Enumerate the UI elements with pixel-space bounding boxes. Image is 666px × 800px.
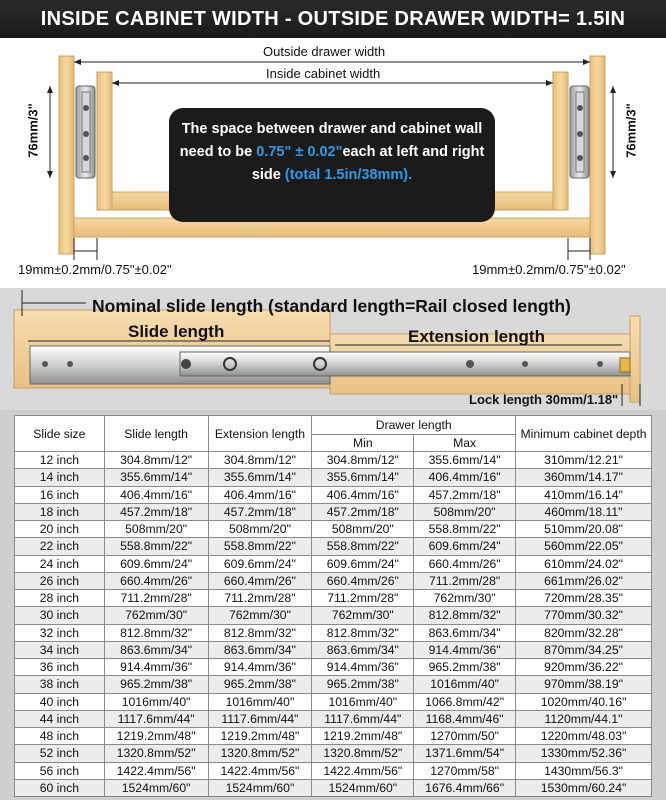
slide-length-cell: 660.4mm/26" [104,572,208,589]
extension-length-cell: 1219.2mm/48" [208,728,312,745]
page-title: INSIDE CABINET WIDTH - OUTSIDE DRAWER WIDTH= 1.5IN [0,0,666,38]
slide-length-cell: 558.8mm/22" [104,538,208,555]
slide-rail-left [76,86,95,178]
drawer-max-cell: 711.2mm/28" [414,572,516,589]
slide-size-cell: 18 inch [15,503,105,520]
drawer-max-cell: 609.6mm/24" [414,538,516,555]
table-row [15,538,652,555]
cabinet-depth-cell: 1220mm/48.03" [516,728,652,745]
cabinet-depth-cell: 1330mm/52.36" [516,745,652,762]
extension-length-label: Extension length [408,327,545,346]
slide-rail-right [570,86,589,178]
drawer-min-cell: 965.2mm/38" [312,676,414,693]
cabinet-depth-cell: 410mm/16.14" [516,486,652,503]
drawer-max-cell: 1168.4mm/46" [414,710,516,727]
cabinet-depth-cell: 870mm/34.25" [516,641,652,658]
extension-length-cell: 660.4mm/26" [208,572,312,589]
table-row [15,572,652,589]
extension-length-cell: 304.8mm/12" [208,452,312,469]
slide-length-cell: 1422.4mm/56" [104,762,208,779]
extension-length-cell: 457.2mm/18" [208,503,312,520]
extension-length-cell: 965.2mm/38" [208,676,312,693]
drawer-max-cell: 762mm/30" [414,590,516,607]
slide-length-cell: 1320.8mm/52" [104,745,208,762]
table-row [15,486,652,503]
slide-length-cell: 1219.2mm/48" [104,728,208,745]
cabinet-depth-cell: 1430mm/56.3" [516,762,652,779]
drawer-side-right [553,72,568,210]
slide-rail-inner [180,352,630,376]
drawer-min-cell: 711.2mm/28" [312,590,414,607]
slide-size-cell: 20 inch [15,521,105,538]
extension-length-cell: 812.8mm/32" [208,624,312,641]
slide-size-cell: 32 inch [15,624,105,641]
drawer-max-cell: 558.8mm/22" [414,521,516,538]
drawer-min-cell: 1219.2mm/48" [312,728,414,745]
slide-size-cell: 30 inch [15,607,105,624]
spec-table-container [0,410,666,800]
drawer-side-left [97,72,112,210]
table-row [15,503,652,520]
drawer-min-cell: 762mm/30" [312,607,414,624]
header-extension-length: Extension length [208,416,312,452]
spec-table [14,415,652,797]
slide-size-cell: 14 inch [15,469,105,486]
cabinet-depth-cell: 310mm/12.21" [516,452,652,469]
slide-size-cell: 56 inch [15,762,105,779]
extension-length-cell: 1524mm/60" [208,779,312,796]
cabinet-depth-cell: 1020mm/40.16" [516,693,652,710]
slide-size-cell: 60 inch [15,779,105,796]
extension-length-cell: 1016mm/40" [208,693,312,710]
gap-arrow-left [74,238,97,260]
nominal-length-label: Nominal slide length (standard length=Rail closed length) [92,296,571,316]
extension-length-cell: 1320.8mm/52" [208,745,312,762]
extension-length-cell: 609.6mm/24" [208,555,312,572]
spec-table-body [15,452,652,797]
drawer-max-cell: 1371.6mm/54" [414,745,516,762]
table-row [15,676,652,693]
slide-size-cell: 48 inch [15,728,105,745]
slide-length-cell: 762mm/30" [104,607,208,624]
slide-size-cell: 44 inch [15,710,105,727]
header-min-cabinet-depth: Minimum cabinet depth [516,416,652,452]
header-drawer-max: Max [414,434,516,452]
drawer-min-cell: 1320.8mm/52" [312,745,414,762]
table-row [15,469,652,486]
cabinet-depth-cell: 560mm/22.05" [516,538,652,555]
slide-length-cell: 1016mm/40" [104,693,208,710]
table-row [15,641,652,658]
height-arrow-left [47,86,53,178]
drawer-max-cell: 965.2mm/38" [414,659,516,676]
extension-length-cell: 1422.4mm/56" [208,762,312,779]
slide-length-cell: 609.6mm/24" [104,555,208,572]
slide-length-cell: 355.6mm/14" [104,469,208,486]
slide-size-cell: 26 inch [15,572,105,589]
table-row [15,745,652,762]
slide-size-cell: 22 inch [15,538,105,555]
slide-length-cell: 406.4mm/16" [104,486,208,503]
slide-length-cell: 304.8mm/12" [104,452,208,469]
cabinet-depth-cell: 820mm/32.28" [516,624,652,641]
cabinet-width-diagram [0,38,666,288]
extension-length-cell: 406.4mm/16" [208,486,312,503]
drawer-max-cell: 457.2mm/18" [414,486,516,503]
drawer-min-cell: 1016mm/40" [312,693,414,710]
inside-width-label: Inside cabinet width [266,66,381,81]
cabinet-depth-cell: 360mm/14.17" [516,469,652,486]
table-row [15,779,652,796]
cabinet-depth-cell: 720mm/28.35" [516,590,652,607]
drawer-min-cell: 304.8mm/12" [312,452,414,469]
drawer-max-cell: 812.8mm/32" [414,607,516,624]
extension-length-cell: 1117.6mm/44" [208,710,312,727]
gap-label-right: 19mm±0.2mm/0.75"±0.02" [472,262,626,277]
gap-arrow-right [568,238,590,260]
table-row [15,555,652,572]
drawer-min-cell: 355.6mm/14" [312,469,414,486]
lock-length-label: Lock length 30mm/1.18" [469,392,619,407]
slide-length-diagram [0,288,666,410]
drawer-max-cell: 406.4mm/16" [414,469,516,486]
table-row [15,452,652,469]
gap-callout: The space between drawer and cabinet wall need to be 0.75" ± 0.02"each at left and right side (total 1.5in/38mm). [169,108,495,222]
drawer-max-cell: 660.4mm/26" [414,555,516,572]
slide-size-cell: 40 inch [15,693,105,710]
outside-width-arrow [74,59,590,65]
drawer-min-cell: 863.6mm/34" [312,641,414,658]
drawer-min-cell: 406.4mm/16" [312,486,414,503]
cabinet-depth-cell: 1120mm/44.1" [516,710,652,727]
cabinet-wall-left [59,56,74,254]
cabinet-depth-cell: 770mm/30.32" [516,607,652,624]
slide-size-cell: 52 inch [15,745,105,762]
slide-length-cell: 914.4mm/36" [104,659,208,676]
drawer-min-cell: 1422.4mm/56" [312,762,414,779]
extension-length-cell: 558.8mm/22" [208,538,312,555]
header-drawer-length: Drawer length [312,416,516,435]
slide-length-cell: 711.2mm/28" [104,590,208,607]
table-row [15,521,652,538]
drawer-min-cell: 660.4mm/26" [312,572,414,589]
cabinet-depth-cell: 460mm/18.11" [516,503,652,520]
drawer-min-cell: 457.2mm/18" [312,503,414,520]
slide-size-cell: 34 inch [15,641,105,658]
cabinet-depth-cell: 1530mm/60.24" [516,779,652,796]
gap-label-left: 19mm±0.2mm/0.75"±0.02" [18,262,172,277]
cabinet-depth-cell: 920mm/36.22" [516,659,652,676]
drawer-min-cell: 914.4mm/36" [312,659,414,676]
slide-length-cell: 1117.6mm/44" [104,710,208,727]
slide-size-cell: 24 inch [15,555,105,572]
extension-length-cell: 508mm/20" [208,521,312,538]
slide-length-cell: 457.2mm/18" [104,503,208,520]
drawer-max-cell: 1270mm/50" [414,728,516,745]
drawer-min-cell: 508mm/20" [312,521,414,538]
extension-length-cell: 863.6mm/34" [208,641,312,658]
drawer-min-cell: 1117.6mm/44" [312,710,414,727]
table-row [15,762,652,779]
slide-length-cell: 812.8mm/32" [104,624,208,641]
extension-length-cell: 762mm/30" [208,607,312,624]
front-panel [630,316,640,402]
cabinet-depth-cell: 510mm/20.08" [516,521,652,538]
slide-size-cell: 28 inch [15,590,105,607]
cabinet-depth-cell: 610mm/24.02" [516,555,652,572]
slide-length-cell: 965.2mm/38" [104,676,208,693]
drawer-max-cell: 508mm/20" [414,503,516,520]
extension-length-cell: 914.4mm/36" [208,659,312,676]
height-label-left: 76mm/3" [25,103,41,158]
slide-size-cell: 38 inch [15,676,105,693]
drawer-min-cell: 1524mm/60" [312,779,414,796]
height-label-right: 76mm/3" [623,103,639,158]
table-row [15,728,652,745]
cabinet-depth-cell: 970mm/38.19" [516,676,652,693]
slide-size-cell: 12 inch [15,452,105,469]
drawer-max-cell: 1270mm/58" [414,762,516,779]
table-row [15,590,652,607]
slide-length-cell: 863.6mm/34" [104,641,208,658]
slide-length-label: Slide length [128,322,225,341]
slide-length-cell: 1524mm/60" [104,779,208,796]
drawer-max-cell: 1016mm/40" [414,676,516,693]
extension-length-cell: 355.6mm/14" [208,469,312,486]
slide-size-cell: 16 inch [15,486,105,503]
outside-width-label: Outside drawer width [263,44,386,59]
drawer-max-cell: 355.6mm/14" [414,452,516,469]
slide-size-cell: 36 inch [15,659,105,676]
extension-length-cell: 711.2mm/28" [208,590,312,607]
drawer-min-cell: 609.6mm/24" [312,555,414,572]
cabinet-depth-cell: 661mm/26.02" [516,572,652,589]
slide-length-cell: 508mm/20" [104,521,208,538]
drawer-max-cell: 914.4mm/36" [414,641,516,658]
drawer-max-cell: 863.6mm/34" [414,624,516,641]
drawer-min-cell: 812.8mm/32" [312,624,414,641]
height-arrow-right [610,86,616,178]
header-drawer-min: Min [312,434,414,452]
drawer-max-cell: 1066.8mm/42" [414,693,516,710]
table-row [15,693,652,710]
table-row [15,710,652,727]
lock-tab [620,358,630,372]
drawer-min-cell: 558.8mm/22" [312,538,414,555]
table-row [15,624,652,641]
cabinet-wall-right [590,56,605,254]
table-row [15,659,652,676]
header-slide-length: Slide length [104,416,208,452]
table-row [15,607,652,624]
drawer-max-cell: 1676.4mm/66" [414,779,516,796]
header-slide-size: Slide size [15,416,105,452]
